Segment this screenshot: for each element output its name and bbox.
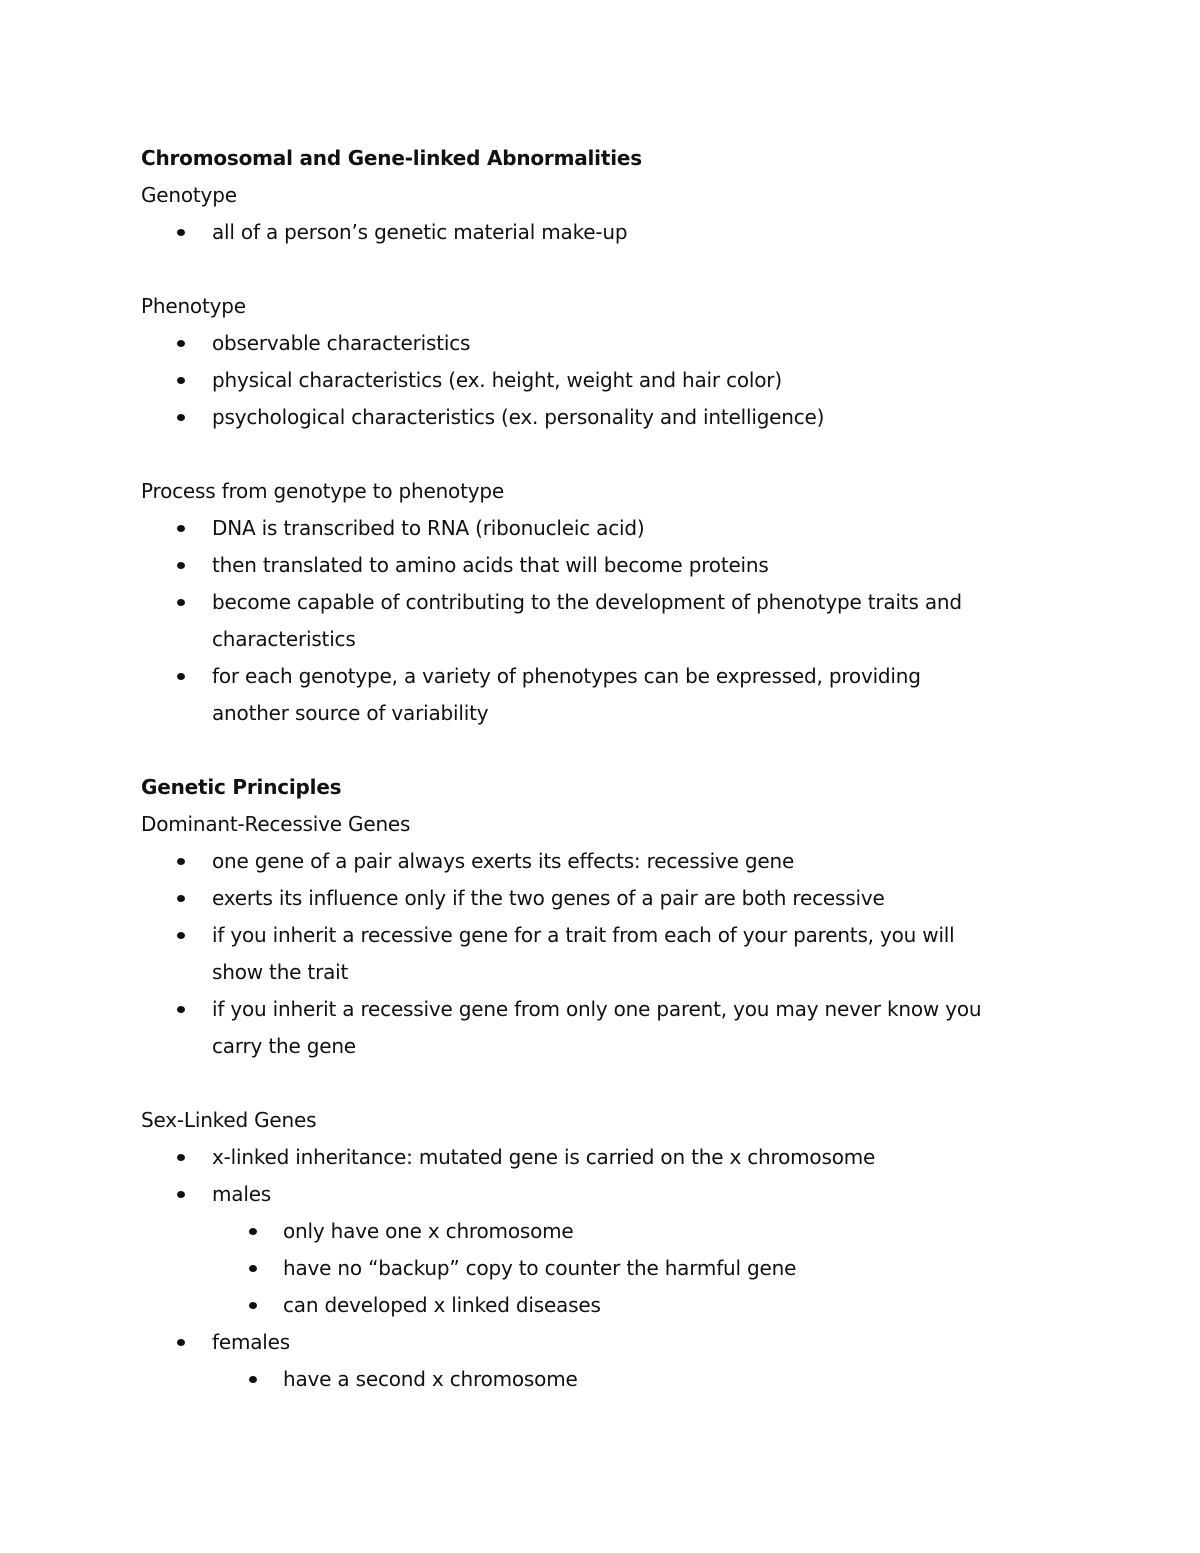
list-item bbox=[141, 214, 1071, 251]
bullet-icon bbox=[177, 562, 185, 569]
sub-list-item bbox=[141, 1361, 1071, 1398]
dominant-recessive-label: Dominant-Recessive Genes bbox=[141, 812, 411, 836]
list-item-text: become capable of contributing to the development of phenotype traits and bbox=[212, 590, 962, 614]
sex-linked-label: Sex-Linked Genes bbox=[141, 1108, 317, 1132]
document-title: Chromosomal and Gene-linked Abnormalities bbox=[141, 146, 642, 170]
list-item bbox=[141, 1176, 1071, 1213]
bullet-icon bbox=[249, 1302, 257, 1309]
list-item-text: physical characteristics (ex. height, weight and hair color) bbox=[212, 368, 782, 392]
list-item bbox=[141, 325, 1071, 362]
list-item-text: x-linked inheritance: mutated gene is carried on the x chromosome bbox=[212, 1145, 876, 1169]
list-item bbox=[141, 658, 1071, 695]
bullet-icon bbox=[177, 895, 185, 902]
section-heading: Genetic Principles bbox=[141, 775, 342, 799]
list-item-text: have no “backup” copy to counter the harmful gene bbox=[283, 1256, 797, 1280]
sub-list-item bbox=[141, 1250, 1071, 1287]
document-content bbox=[141, 140, 1071, 1398]
bullet-icon bbox=[249, 1376, 257, 1383]
list-item bbox=[141, 510, 1071, 547]
spacer bbox=[141, 436, 1071, 473]
spacer bbox=[141, 251, 1071, 288]
bullet-icon bbox=[177, 599, 185, 606]
list-item-text: for each genotype, a variety of phenotypes can be expressed, providing bbox=[212, 664, 921, 688]
list-item-text: have a second x chromosome bbox=[283, 1367, 578, 1391]
list-item-continuation: another source of variability bbox=[212, 701, 489, 725]
sub-list-item bbox=[141, 1287, 1071, 1324]
list-item-text: exerts its influence only if the two genes of a pair are both recessive bbox=[212, 886, 885, 910]
list-item-continuation: carry the gene bbox=[212, 1034, 356, 1058]
list-item-text: all of a person’s genetic material make-up bbox=[212, 220, 628, 244]
list-item bbox=[141, 399, 1071, 436]
bullet-icon bbox=[177, 1191, 185, 1198]
list-item-text: observable characteristics bbox=[212, 331, 471, 355]
list-item-text: DNA is transcribed to RNA (ribonucleic acid) bbox=[212, 516, 645, 540]
list-item bbox=[141, 991, 1071, 1028]
genotype-label: Genotype bbox=[141, 183, 237, 207]
list-item bbox=[141, 362, 1071, 399]
list-item bbox=[141, 1324, 1071, 1361]
list-item bbox=[141, 547, 1071, 584]
spacer bbox=[141, 1065, 1071, 1102]
list-item-text: one gene of a pair always exerts its effects: recessive gene bbox=[212, 849, 795, 873]
list-item bbox=[141, 843, 1071, 880]
list-item bbox=[141, 880, 1071, 917]
list-item bbox=[141, 1139, 1071, 1176]
bullet-icon bbox=[177, 858, 185, 865]
bullet-icon bbox=[177, 1154, 185, 1161]
list-item-continuation: characteristics bbox=[212, 627, 356, 651]
list-item-text: if you inherit a recessive gene for a trait from each of your parents, you will bbox=[212, 923, 955, 947]
spacer bbox=[141, 732, 1071, 769]
list-item-text: then translated to amino acids that will become proteins bbox=[212, 553, 769, 577]
list-item-text: females bbox=[212, 1330, 290, 1354]
bullet-icon bbox=[249, 1265, 257, 1272]
list-item-text: if you inherit a recessive gene from only one parent, you may never know you bbox=[212, 997, 982, 1021]
phenotype-label: Phenotype bbox=[141, 294, 246, 318]
list-item-text: can developed x linked diseases bbox=[283, 1293, 601, 1317]
list-item-continuation: show the trait bbox=[212, 960, 349, 984]
bullet-icon bbox=[177, 1339, 185, 1346]
bullet-icon bbox=[177, 340, 185, 347]
list-item-text: males bbox=[212, 1182, 272, 1206]
sub-list-item bbox=[141, 1213, 1071, 1250]
list-item-text: only have one x chromosome bbox=[283, 1219, 574, 1243]
bullet-icon bbox=[249, 1228, 257, 1235]
bullet-icon bbox=[177, 673, 185, 680]
bullet-icon bbox=[177, 377, 185, 384]
process-label: Process from genotype to phenotype bbox=[141, 479, 504, 503]
bullet-icon bbox=[177, 932, 185, 939]
bullet-icon bbox=[177, 525, 185, 532]
list-item bbox=[141, 584, 1071, 621]
list-item-text: psychological characteristics (ex. personality and intelligence) bbox=[212, 405, 825, 429]
bullet-icon bbox=[177, 229, 185, 236]
bullet-icon bbox=[177, 1006, 185, 1013]
bullet-icon bbox=[177, 414, 185, 421]
list-item bbox=[141, 917, 1071, 954]
